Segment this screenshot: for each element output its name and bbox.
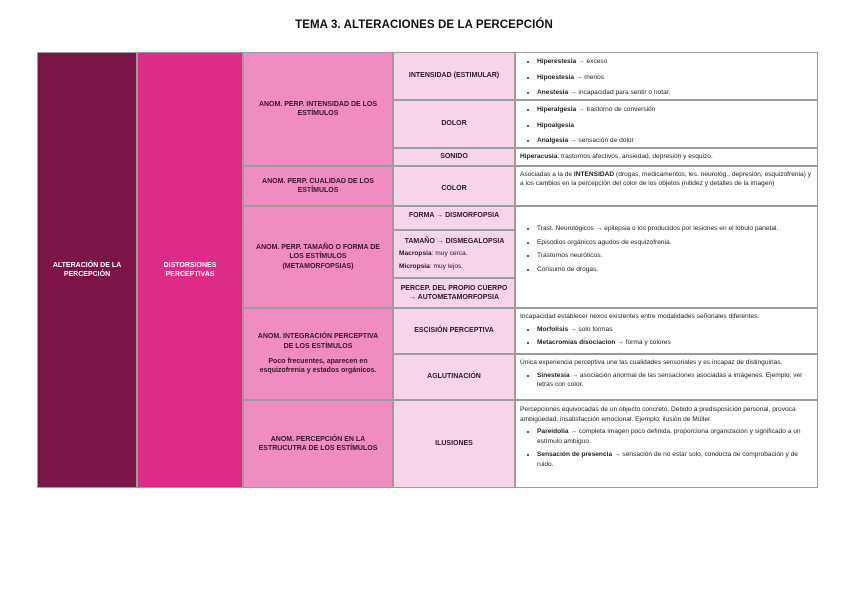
item-aglutinacion-label: AGLUTINACIÓN (427, 373, 481, 381)
detail-sonido (515, 148, 818, 166)
term: Sinestesia (537, 371, 570, 379)
item-intensidad-label: INTENSIDAD (ESTIMULAR) (408, 72, 500, 80)
list-item (537, 57, 813, 67)
item-escision (393, 308, 515, 354)
item-sonido-label: SONIDO (440, 153, 468, 161)
item-color (393, 166, 515, 206)
escision-intro: Incapacidad establecer nexos existentes entre modalidades señoriales diferentes. (520, 313, 760, 320)
level1-label: ALTERACIÓN DE LA PERCEPCIÓN (52, 261, 122, 278)
term: Hiperalgesia (537, 106, 577, 113)
term: Morfolisis (537, 325, 569, 333)
term: Analgesia (537, 137, 569, 145)
term: Sensación de presencia (537, 451, 613, 459)
detail-dolor-list (520, 105, 813, 146)
term-desc: → sensación de no estar solo, conducta de comprobación y de ruido. (537, 451, 798, 468)
ilusiones-intro: Percepciones equivocadas de un objecto concreto. Debido a predisposición personal, provoca ambigüedad, insatisfacción emocional. Ejemplo: ilusión de Müller. (520, 406, 796, 423)
group-integracion-note: Poco frecuentes, aparecen en esquizofrenia y estados orgánicos. (259, 358, 377, 375)
term: Hiperacusia (520, 153, 558, 160)
detail-tamano (515, 206, 818, 308)
detail-escision-list (520, 325, 813, 348)
detail-color (515, 166, 818, 206)
list-item (537, 88, 813, 98)
aglutinacion-intro: Única experiencia perceptiva une las cualidades sensoriales y es incapaz de distinguirlas. (520, 359, 783, 366)
list-item (537, 73, 813, 83)
term: INTENSIDAD (573, 171, 615, 178)
list-item (537, 325, 813, 335)
list-item: • Consumo de drogas. (537, 265, 813, 275)
term-desc: → forma y colores (615, 339, 671, 347)
item-forma-label: FORMA → DISMORFOPSIA (408, 212, 500, 219)
group-intensidad-label: ANOM. PERP. INTENSIDAD DE LOS ESTÍMULOS (258, 100, 378, 117)
term-desc: → solo formas (568, 325, 613, 333)
detail-intensidad (515, 52, 818, 100)
macropsia-line (399, 249, 510, 259)
term-desc: → menos (574, 73, 605, 81)
term-desc: → trastorno de conversión (576, 106, 656, 113)
term-desc: → completa imagen poco definida, proporciona organización y significado a un estímulo ambiguo. (537, 428, 801, 445)
item-tamano-label: TAMAÑO → DISMEGALOPSIA (404, 238, 505, 245)
level1-cell (37, 52, 137, 488)
list-item (537, 105, 813, 115)
term: Metacromias disociacion (537, 339, 616, 347)
term-desc: : trastornos afectivos, ansiedad, depresión y esquizo. (557, 153, 713, 160)
group-tamano-label: ANOM. PERP. TAMAÑO O FORMA DE LOS ESTÍMULOS (METAMORFOPSIAS) (256, 243, 380, 270)
list-item (537, 121, 813, 131)
group-cualidad-label: ANOM. PERP. CUALIDAD DE LOS ESTÍMULOS (262, 177, 374, 194)
term: Anestesia (537, 89, 569, 97)
item-color-label: COLOR (441, 185, 467, 193)
item-ilusiones-label: ILUSIONES (435, 440, 473, 448)
group-estructura-label: ANOM. PERCEPCIÓN EN LA ESTRUCUTRA DE LOS ESTÍMULOS (258, 435, 378, 452)
level2-cell (137, 52, 243, 488)
term-desc: → asociación anormal de las sensaciones asociadas a imágenes. Ejemplo: ver letras con color. (537, 371, 803, 389)
list-item (537, 136, 813, 146)
term: Pareidolia (537, 428, 569, 436)
group-integracion-label: ANOM. INTEGRACIÓN PERCEPTIVA DE LOS ESTÍMULOS (257, 333, 379, 350)
group-tamano (243, 206, 393, 308)
group-integracion (243, 308, 393, 400)
item-dolor-label: DOLOR (441, 120, 467, 128)
term-desc: → exceso (576, 58, 608, 65)
item-dolor (393, 100, 515, 148)
micropsia-desc: : muy lejos. (429, 262, 464, 270)
term-desc: → sensación de dolor (568, 137, 634, 145)
color-post: (drogas, medicamentos, les. neurológ., depresión, esquizofrenia) y a los cambios en la percepción del color de los objetos (nitidez y detalles de la imagen) (520, 171, 812, 188)
micropsia-term: Micropsia (399, 262, 430, 270)
term: Hiperestesia (537, 58, 577, 65)
color-pre: Asociadas a la de (520, 171, 574, 178)
macropsia-term: Macropsia (399, 250, 432, 258)
item-escision-label: ESCISIÓN PERCEPTIVA (414, 327, 494, 335)
group-intensidad (243, 52, 393, 166)
detail-aglutinacion-list (520, 371, 813, 390)
item-cuerpo-label: PERCEP. DEL PROPIO CUERPO → AUTOMETAMORFOPSIA (400, 284, 508, 301)
detail-tamano-list (520, 224, 813, 274)
group-estructura (243, 400, 393, 488)
item-cuerpo (393, 278, 515, 308)
page-title: TEMA 3. ALTERACIONES DE LA PERCEPCIÓN (295, 19, 553, 31)
list-item: • Trastornos neuróticos. (537, 251, 813, 261)
item-aglutinacion (393, 354, 515, 400)
item-tamano (393, 230, 515, 278)
term-desc: → incapacidad para sentir o notar. (568, 89, 671, 97)
term: Hipoalgesia (537, 121, 575, 129)
detail-intensidad-list (520, 57, 813, 98)
detail-ilusiones (515, 400, 818, 488)
detail-aglutinacion (515, 354, 818, 400)
group-cualidad (243, 166, 393, 206)
level2-label: DISTORSIONES PERCEPTIVAS (163, 261, 217, 278)
list-item: • Trast. Neurológicos → epilepsia o los producidos por lesiones en el lóbulo parietal. (537, 224, 813, 234)
item-ilusiones (393, 400, 515, 488)
detail-escision (515, 308, 818, 354)
list-item (537, 371, 813, 390)
micropsia-line (399, 262, 510, 272)
list-item (537, 450, 813, 469)
item-sonido (393, 148, 515, 166)
list-item (537, 427, 813, 446)
detail-dolor (515, 100, 818, 148)
term: Hipoestesia (537, 73, 575, 81)
detail-ilusiones-list (520, 427, 813, 469)
item-intensidad (393, 52, 515, 100)
item-forma (393, 206, 515, 230)
list-item (537, 338, 813, 348)
macropsia-desc: : muy cerca. (431, 250, 468, 258)
list-item: • Episodios orgánicos agudos de esquizofrenia. (537, 238, 813, 248)
